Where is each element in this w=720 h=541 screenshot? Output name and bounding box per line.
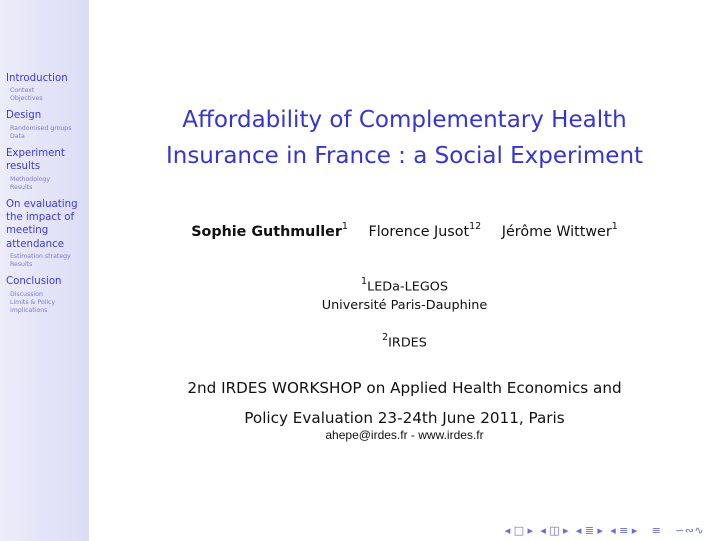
workshop-info bbox=[89, 373, 720, 433]
sidebar-item-discussion[interactable]: Discussion bbox=[10, 290, 43, 298]
institution-2-line bbox=[89, 333, 720, 350]
author-1-name: Sophie Guthmuller bbox=[191, 223, 342, 240]
sidebar-section-design[interactable]: Design bbox=[6, 110, 42, 122]
sidebar-section-conclusion[interactable]: Conclusion bbox=[6, 276, 62, 288]
align-icon[interactable]: ≡ bbox=[651, 524, 662, 537]
author-3-affil: 1 bbox=[611, 221, 618, 232]
author-1 bbox=[191, 222, 348, 240]
section-prev-icon[interactable]: ◂ bbox=[575, 524, 582, 537]
slide-content bbox=[89, 0, 720, 541]
workshop-line-2: Policy Evaluation 23-24th June 2011, Paris bbox=[244, 409, 565, 427]
institution-1-sup: 1 bbox=[361, 276, 368, 287]
slide-title bbox=[89, 102, 720, 174]
beamer-navigation bbox=[502, 524, 704, 537]
author-2-name: Florence Jusot bbox=[368, 223, 470, 240]
author-3-name: Jérôme Wittwer bbox=[501, 223, 612, 240]
workshop-line-1: 2nd IRDES WORKSHOP on Applied Health Economics and bbox=[187, 379, 622, 397]
title-line-1: Affordability of Complementary Health bbox=[182, 107, 627, 133]
author-2 bbox=[368, 222, 481, 240]
title-line-2: Insurance in France : a Social Experiment bbox=[165, 143, 644, 169]
institution-1-university: Université Paris-Dauphine bbox=[321, 298, 488, 313]
document-next-icon[interactable]: ▸ bbox=[631, 524, 638, 537]
author-list bbox=[89, 222, 720, 240]
sidebar-item-data[interactable]: Data bbox=[10, 132, 25, 140]
frame-next-icon[interactable]: ▸ bbox=[527, 524, 534, 537]
contact-info: ahepe@irdes.fr - www.irdes.fr bbox=[325, 428, 484, 442]
institution-2-sup: 2 bbox=[382, 332, 389, 343]
author-2-affil: 12 bbox=[469, 221, 482, 232]
document-icon[interactable]: ≡ bbox=[619, 524, 629, 537]
section-icon[interactable]: ≣ bbox=[584, 524, 595, 537]
sidebar-item-context[interactable]: Context bbox=[10, 87, 35, 95]
institution-2-name: IRDES bbox=[388, 335, 427, 351]
section-next-icon[interactable]: ▸ bbox=[597, 524, 604, 537]
sidebar-section-introduction[interactable]: Introduction bbox=[6, 73, 68, 84]
sidebar-item-estimation-strategy[interactable]: Estimation strategy bbox=[10, 253, 71, 261]
sidebar-item-objectives[interactable]: Objectives bbox=[10, 95, 43, 103]
subsection-prev-icon[interactable]: ◂ bbox=[540, 524, 547, 537]
document-prev-icon[interactable]: ◂ bbox=[610, 524, 617, 537]
sidebar-item-randomised-groups[interactable]: Randomised groups bbox=[10, 124, 72, 132]
sidebar-nav bbox=[6, 72, 86, 315]
search-icon[interactable]: ∽∾∿ bbox=[675, 524, 704, 537]
author-1-affil: 1 bbox=[341, 221, 348, 232]
institution-1-name-line bbox=[89, 277, 720, 294]
sidebar-section-experiment-results[interactable]: Experiment results bbox=[6, 147, 65, 173]
subsection-next-icon[interactable]: ▸ bbox=[563, 524, 569, 537]
frame-icon[interactable]: □ bbox=[513, 524, 525, 537]
author-3 bbox=[502, 222, 618, 240]
sidebar-section-meeting-attendance[interactable]: On evaluating the impact of meeting attendance bbox=[6, 198, 78, 250]
institution-1-name: LEDa-LEGOS bbox=[367, 279, 448, 295]
sidebar-item-results-2[interactable]: Results bbox=[10, 261, 33, 269]
sidebar bbox=[0, 0, 89, 541]
sidebar-item-methodology[interactable]: Methodology bbox=[10, 175, 51, 183]
subsection-icon[interactable]: ◫ bbox=[549, 524, 561, 537]
sidebar-item-results[interactable]: Results bbox=[10, 183, 33, 191]
sidebar-item-limits-policy[interactable]: Limits & Policy implications bbox=[10, 298, 56, 314]
frame-prev-icon[interactable]: ◂ bbox=[504, 524, 511, 537]
